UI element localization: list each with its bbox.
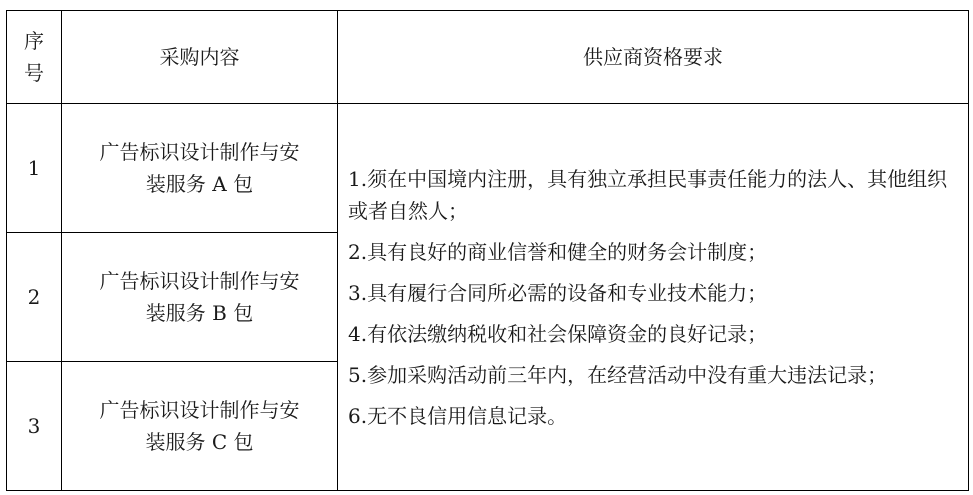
requirement-item: 3.具有履行合同所必需的设备和专业技术能力； xyxy=(348,280,768,305)
requirement-item: 5.参加采购活动前三年内，在经营活动中没有重大违法记录； xyxy=(348,362,888,387)
requirement-item: 2.具有良好的商业信誉和健全的财务会计制度； xyxy=(348,239,768,264)
row-serial-number: 3 xyxy=(7,362,62,491)
row-serial-number: 2 xyxy=(7,233,62,362)
row-content-line1: 广告标识设计制作与安 xyxy=(99,140,300,164)
header-procurement-content: 采购内容 xyxy=(62,11,338,104)
row-serial-number: 1 xyxy=(7,104,62,233)
requirement-item: 6.无不良信用信息记录。 xyxy=(348,403,568,428)
header-serial-number-line1: 序 xyxy=(24,29,44,53)
requirement-item: 4.有依法缴纳税收和社会保障资金的良好记录； xyxy=(348,321,768,346)
table-header-row xyxy=(7,11,969,104)
requirements-cell xyxy=(338,104,969,491)
row-content-line2: 装服务 C 包 xyxy=(145,430,254,454)
row-content-line1: 广告标识设计制作与安 xyxy=(99,269,300,293)
header-supplier-requirements: 供应商资格要求 xyxy=(338,11,969,104)
header-serial-number-line2: 号 xyxy=(24,61,44,85)
row-procurement-content xyxy=(62,233,338,362)
row-content-line2: 装服务 B 包 xyxy=(145,301,254,325)
row-content-line2: 装服务 A 包 xyxy=(145,172,254,196)
header-serial-number xyxy=(7,11,62,104)
row-procurement-content xyxy=(62,104,338,233)
supplier-qualification-table xyxy=(6,10,969,491)
row-procurement-content xyxy=(62,362,338,491)
table-row xyxy=(7,104,969,233)
row-content-line1: 广告标识设计制作与安 xyxy=(99,398,300,422)
requirement-item: 1.须在中国境内注册，具有独立承担民事责任能力的法人、其他组织或者自然人； xyxy=(348,166,948,223)
